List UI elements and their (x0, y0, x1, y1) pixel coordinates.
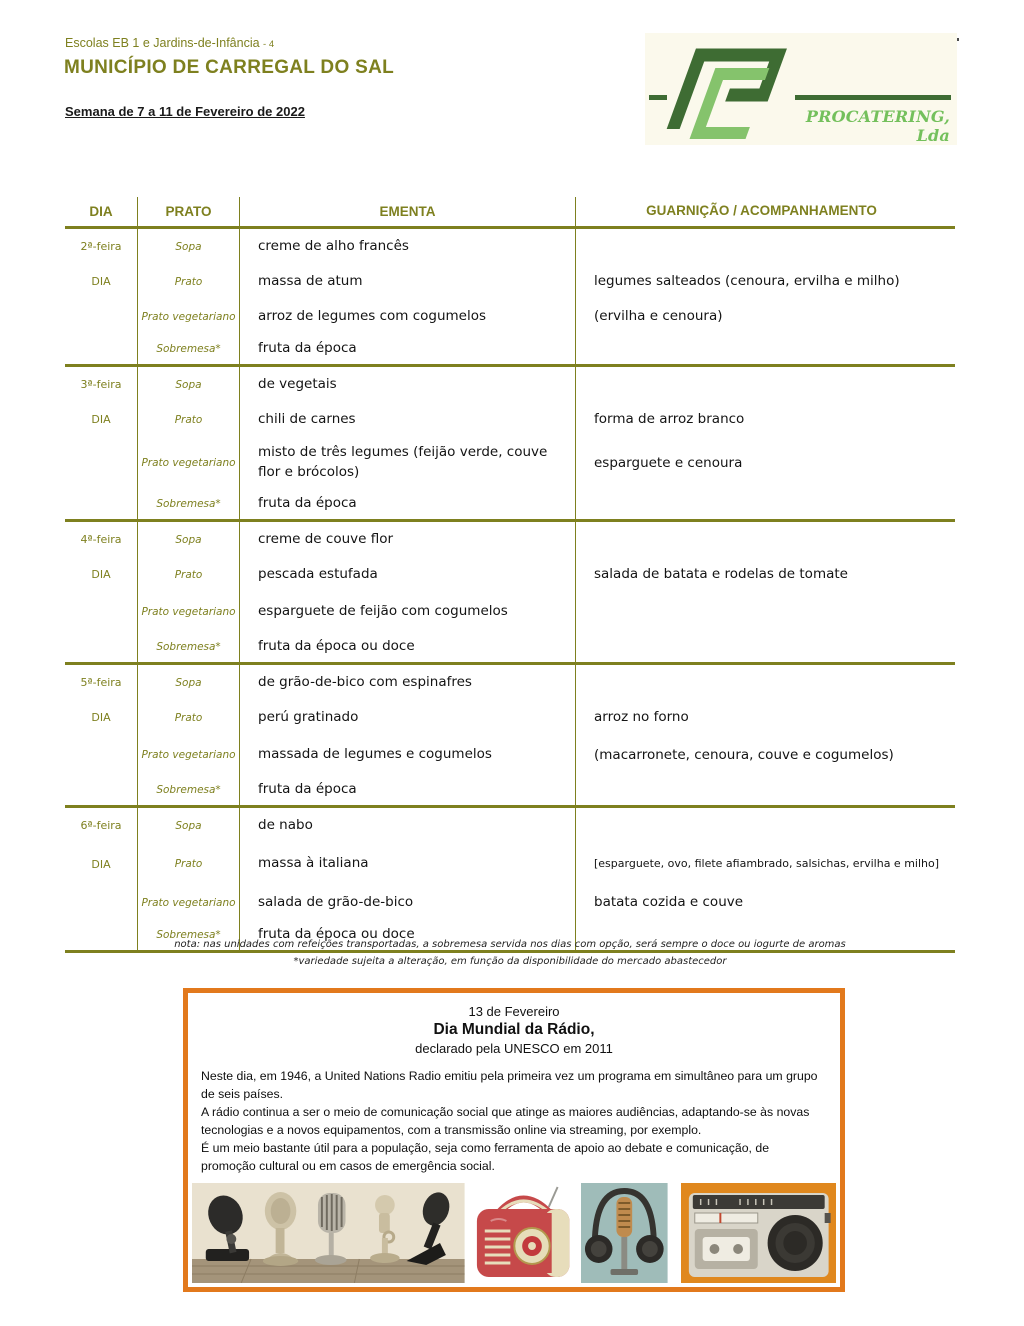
week-range: Semana de 7 a 11 de Fevereiro de 2022 (65, 104, 305, 119)
guarnicao-cell (575, 334, 955, 364)
menu-row (65, 557, 955, 592)
guarnicao-cell: arroz no forno (575, 700, 955, 735)
ementa-cell: esparguete de feijão com cogumelos (258, 603, 508, 620)
course-label: Prato vegetariano (137, 437, 240, 489)
menu-row (65, 735, 955, 775)
guarnicao-cell (575, 522, 955, 557)
day-tag: DIA (91, 711, 111, 724)
ementa-cell: pescada estufada (258, 565, 378, 582)
course-label: Sobremesa* (137, 489, 240, 519)
ementa-cell: de grão-de-bico com espinafres (258, 673, 472, 690)
radio-day-box (183, 988, 845, 1292)
footnote-line: *variedade sujeita a alteração, em função da disponibilidade do mercado abastecedor (293, 956, 727, 967)
course-label: Prato (137, 557, 240, 592)
guarnicao-cell (575, 808, 955, 843)
ementa-cell: de vegetais (258, 375, 337, 392)
ementa-cell: creme de alho francês (258, 237, 409, 254)
course-label: Prato vegetariano (137, 592, 240, 632)
ementa-cell: arroz de legumes com cogumelos (258, 307, 487, 324)
logo-company-name: PROCATERING, Lda (805, 107, 950, 145)
ementa-cell: fruta da época (258, 495, 357, 512)
menu-row (65, 592, 955, 632)
menu-row (65, 522, 955, 557)
guarnicao-cell: batata cozida e couve (575, 885, 955, 920)
guarnicao-cell (575, 489, 955, 519)
menu-row (65, 489, 955, 519)
course-label: Prato (137, 402, 240, 437)
course-label: Prato vegetariano (137, 299, 240, 334)
day-block-segunda (65, 229, 955, 367)
school-line (65, 36, 274, 50)
ementa-cell: creme de couve flor (258, 530, 394, 547)
day-label: 6ª-feira (80, 819, 122, 832)
menu-row (65, 402, 955, 437)
radio-day-subtitle: declarado pela UNESCO em 2011 (415, 1041, 613, 1056)
ementa-cell: misto de três legumes (feijão verde, couve flor e brócolos) (258, 444, 548, 480)
school-line-text: Escolas EB 1 e Jardins-de-Infância (65, 36, 260, 50)
day-tag: DIA (91, 568, 111, 581)
course-label: Sobremesa* (137, 632, 240, 662)
radio-day-paragraphs (201, 1068, 827, 1176)
col-header-prato: PRATO (137, 197, 240, 226)
course-label: Prato (137, 264, 240, 299)
ementa-cell: salada de grão-de-bico (258, 893, 414, 910)
ementa-cell: fruta da época ou doce (258, 638, 415, 655)
menu-row (65, 885, 955, 920)
page-title: MUNICÍPIO DE CARREGAL DO SAL (64, 57, 395, 78)
guarnicao-cell (575, 229, 955, 264)
menu-row (65, 700, 955, 735)
radio-day-title: Dia Mundial da Rádio, (433, 1021, 595, 1038)
guarnicao-cell: (macarronete, cenoura, couve e cogumelos) (575, 735, 955, 775)
course-label: Sobremesa* (137, 920, 240, 950)
guarnicao-cell (575, 775, 955, 805)
weekly-menu-table (65, 197, 955, 953)
menu-row (65, 229, 955, 264)
day-label: 2ª-feira (80, 240, 122, 253)
menu-row (65, 367, 955, 402)
headphones-on-microphone-photo (581, 1183, 668, 1283)
guarnicao-cell (575, 632, 955, 662)
ementa-cell: perú gratinado (258, 708, 359, 725)
course-label: Prato vegetariano (137, 885, 240, 920)
course-label: Sopa (137, 808, 240, 843)
guarnicao-cell (575, 592, 955, 632)
day-tag: DIA (91, 857, 111, 871)
col-header-dia: DIA (89, 204, 113, 219)
ementa-cell: de nabo (258, 816, 313, 833)
table-footnotes (65, 936, 955, 970)
course-label: Sobremesa* (137, 775, 240, 805)
ementa-cell: fruta da época (258, 340, 357, 357)
col-header-guarnicao: GUARNIÇÃO / ACOMPANHAMENTO (575, 197, 955, 226)
menu-row (65, 808, 955, 843)
course-label: Sopa (137, 229, 240, 264)
ementa-cell: fruta da época (258, 781, 357, 798)
guarnicao-cell (575, 665, 955, 700)
guarnicao-cell: (ervilha e cenoura) (575, 299, 955, 334)
ementa-cell: massa à italiana (258, 855, 369, 872)
guarnicao-cell: forma de arroz branco (575, 402, 955, 437)
course-label: Sobremesa* (137, 334, 240, 364)
table-header (65, 197, 955, 229)
day-tag: DIA (91, 275, 111, 288)
menu-row (65, 632, 955, 662)
menu-row (65, 665, 955, 700)
course-label: Sopa (137, 665, 240, 700)
cassette-recorder-photo (681, 1183, 836, 1283)
day-tag: DIA (91, 413, 111, 426)
day-label: 5ª-feira (80, 676, 122, 689)
radio-photo-strip (192, 1183, 836, 1283)
day-block-sexta (65, 808, 955, 953)
retro-red-radio-photo (471, 1183, 575, 1283)
ementa-cell: fruta da época ou doce (258, 926, 415, 943)
guarnicao-cell: salada de batata e rodelas de tomate (575, 557, 955, 592)
course-label: Prato (137, 843, 240, 885)
guarnicao-cell: legumes salteados (cenoura, ervilha e milho) (575, 264, 955, 299)
paragraph: A rádio continua a ser o meio de comunicação social que atinge as maiores audiências, adaptando-se às novas tecnologias e a novos equipamentos, com a transmissão online via streaming, por exemplo. (201, 1104, 810, 1137)
school-line-suffix: - 4 (263, 39, 275, 50)
menu-row (65, 843, 955, 885)
course-label: Prato vegetariano (137, 735, 240, 775)
day-block-terca (65, 367, 955, 522)
course-label: Prato (137, 700, 240, 735)
menu-row (65, 264, 955, 299)
ementa-cell: massada de legumes e cogumelos (258, 746, 492, 763)
ementa-cell: massa de atum (258, 272, 363, 289)
menu-row (65, 334, 955, 364)
course-label: Sopa (137, 522, 240, 557)
menu-row (65, 299, 955, 334)
paragraph: É um meio bastante útil para a população, seja como ferramenta de apoio ao debate e comunicação, de promoção cultural ou em casos de emergência social. (201, 1140, 770, 1173)
day-label: 4ª-feira (80, 533, 122, 546)
procatering-logo (645, 33, 957, 145)
col-header-ementa: EMENTA (379, 204, 436, 219)
guarnicao-cell: esparguete e cenoura (575, 437, 955, 489)
menu-row (65, 775, 955, 805)
ementa-cell: chili de carnes (258, 410, 356, 427)
day-label: 3ª-feira (80, 378, 122, 391)
day-block-quinta (65, 665, 955, 808)
day-block-quarta (65, 522, 955, 665)
footnote-line: nota: nas unidades com refeições transportadas, a sobremesa servida nos dias com opção, será sempre o doce ou iogurte de aromas (174, 939, 846, 950)
guarnicao-cell: [esparguete, ovo, filete afiambrado, salsichas, ervilha e milho] (575, 843, 955, 885)
guarnicao-cell (575, 367, 955, 402)
course-label: Sopa (137, 367, 240, 402)
paragraph: Neste dia, em 1946, a United Nations Radio emitiu pela primeira vez um programa em simultâneo para um grupo de seis países. (201, 1069, 818, 1101)
radio-day-date: 13 de Fevereiro (468, 1004, 560, 1019)
menu-row (65, 437, 955, 489)
vintage-microphones-photo (192, 1183, 465, 1283)
